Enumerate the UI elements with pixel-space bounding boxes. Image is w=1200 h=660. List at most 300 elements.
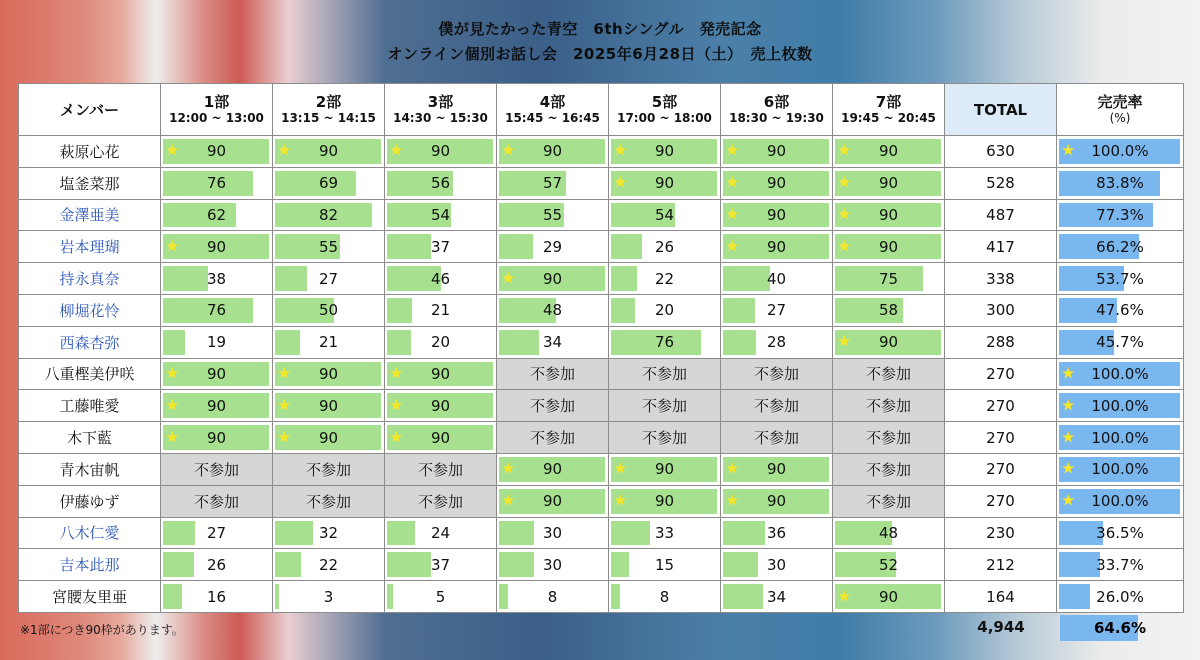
session-value: 90 <box>318 364 339 383</box>
sold-out-star-icon: ★ <box>725 140 740 160</box>
grand-rate-value: 64.6% <box>1093 619 1147 637</box>
session-value: 90 <box>766 205 787 224</box>
not-participating-cell: 不参加 <box>833 485 945 517</box>
grand-total: 4,944 <box>977 618 1025 636</box>
rate-value: 100.0% <box>1091 396 1149 415</box>
part-time: 12:00 ~ 13:00 <box>169 111 264 126</box>
session-cell <box>273 294 385 326</box>
sold-out-star-icon: ★ <box>501 140 516 160</box>
sold-out-star-icon: ★ <box>725 204 740 224</box>
session-value: 37 <box>430 237 451 256</box>
part-label: 2部 <box>315 93 342 112</box>
session-cell <box>161 326 273 358</box>
session-value: 29 <box>542 237 563 256</box>
table-row <box>19 199 1184 231</box>
sold-out-star-icon: ★ <box>501 458 516 478</box>
sold-out-star-icon: ★ <box>277 363 292 383</box>
table-row <box>19 485 1184 517</box>
rate-unit: (%) <box>1109 111 1131 126</box>
part-header-5 <box>609 84 721 136</box>
member-name: 塩釜菜那 <box>19 167 161 199</box>
rate-cell <box>1057 581 1184 613</box>
session-cell <box>161 167 273 199</box>
row-total: 230 <box>945 517 1057 549</box>
sold-out-star-icon: ★ <box>1061 363 1076 383</box>
rate-value: 45.7% <box>1096 333 1144 352</box>
sold-out-star-icon: ★ <box>165 363 180 383</box>
session-cell <box>273 549 385 581</box>
rate-cell <box>1057 358 1184 390</box>
rate-cell <box>1057 485 1184 517</box>
session-value: 90 <box>430 428 451 447</box>
not-participating-cell: 不参加 <box>833 453 945 485</box>
row-total: 270 <box>945 390 1057 422</box>
part-time: 19:45 ~ 20:45 <box>841 111 936 126</box>
session-cell <box>833 199 945 231</box>
session-value: 90 <box>654 492 675 511</box>
session-cell <box>609 485 721 517</box>
rate-cell <box>1057 167 1184 199</box>
member-name: 青木宙帆 <box>19 453 161 485</box>
session-value: 22 <box>654 269 675 288</box>
session-cell <box>385 199 497 231</box>
sold-out-star-icon: ★ <box>1061 426 1076 446</box>
sold-out-star-icon: ★ <box>1061 395 1076 415</box>
session-cell <box>609 136 721 168</box>
session-cell <box>161 231 273 263</box>
member-name: 八木仁愛 <box>19 517 161 549</box>
session-value: 90 <box>206 142 227 161</box>
sold-out-star-icon: ★ <box>389 363 404 383</box>
row-total: 300 <box>945 294 1057 326</box>
session-cell <box>721 167 833 199</box>
session-cell <box>497 199 609 231</box>
row-total: 338 <box>945 263 1057 295</box>
session-value: 16 <box>206 587 227 606</box>
session-cell <box>273 231 385 263</box>
sold-out-star-icon: ★ <box>277 426 292 446</box>
rate-cell <box>1057 549 1184 581</box>
rate-value: 53.7% <box>1096 269 1144 288</box>
member-name: 柳堀花怜 <box>19 294 161 326</box>
session-value: 90 <box>766 174 787 193</box>
sold-out-star-icon: ★ <box>725 236 740 256</box>
session-value: 90 <box>878 174 899 193</box>
session-value: 90 <box>318 142 339 161</box>
part-time: 13:15 ~ 14:15 <box>281 111 376 126</box>
sold-out-star-icon: ★ <box>165 140 180 160</box>
session-cell <box>721 231 833 263</box>
session-value: 90 <box>542 460 563 479</box>
session-value: 76 <box>206 301 227 320</box>
sold-out-star-icon: ★ <box>837 172 852 192</box>
table-row <box>19 422 1184 454</box>
row-total: 270 <box>945 453 1057 485</box>
session-cell <box>385 422 497 454</box>
session-cell <box>609 199 721 231</box>
sold-out-star-icon: ★ <box>165 236 180 256</box>
header-row <box>19 84 1184 136</box>
session-value: 56 <box>430 174 451 193</box>
rate-value: 83.8% <box>1096 174 1144 193</box>
not-participating-cell: 不参加 <box>721 422 833 454</box>
session-cell <box>497 326 609 358</box>
session-value: 90 <box>654 142 675 161</box>
member-name: 八重樫美伊咲 <box>19 358 161 390</box>
session-value: 30 <box>542 523 563 542</box>
table-row <box>19 263 1184 295</box>
session-cell <box>609 167 721 199</box>
sold-out-star-icon: ★ <box>725 490 740 510</box>
part-header-1 <box>161 84 273 136</box>
rate-cell <box>1057 517 1184 549</box>
session-value: 90 <box>878 237 899 256</box>
session-cell <box>721 485 833 517</box>
part-header-6 <box>721 84 833 136</box>
total-header: TOTAL <box>945 84 1057 136</box>
session-cell <box>273 199 385 231</box>
not-participating-cell: 不参加 <box>833 358 945 390</box>
not-participating-cell: 不参加 <box>385 453 497 485</box>
rate-value: 100.0% <box>1091 428 1149 447</box>
session-cell <box>833 549 945 581</box>
session-cell <box>273 167 385 199</box>
session-value: 20 <box>430 333 451 352</box>
part-header-4 <box>497 84 609 136</box>
session-cell <box>161 358 273 390</box>
part-label: 7部 <box>875 93 902 112</box>
session-cell <box>833 167 945 199</box>
session-cell <box>609 549 721 581</box>
session-value: 26 <box>654 237 675 256</box>
session-cell <box>161 263 273 295</box>
chart-title-line1: 僕が見たかった青空 6thシングル 発売記念 <box>438 20 762 38</box>
rate-cell <box>1057 453 1184 485</box>
sold-out-star-icon: ★ <box>837 331 852 351</box>
session-cell <box>497 581 609 613</box>
not-participating-cell: 不参加 <box>497 358 609 390</box>
session-value: 8 <box>547 587 558 606</box>
session-value: 90 <box>878 142 899 161</box>
member-name: 宮腰友里亜 <box>19 581 161 613</box>
session-cell <box>721 517 833 549</box>
not-participating-cell: 不参加 <box>833 390 945 422</box>
sold-out-star-icon: ★ <box>725 458 740 478</box>
session-value: 90 <box>542 142 563 161</box>
rate-cell <box>1057 326 1184 358</box>
rate-value: 33.7% <box>1096 555 1144 574</box>
sales-table <box>18 83 1184 613</box>
row-total: 270 <box>945 422 1057 454</box>
session-cell <box>609 517 721 549</box>
session-cell <box>721 294 833 326</box>
session-value: 30 <box>766 555 787 574</box>
row-total: 164 <box>945 581 1057 613</box>
not-participating-cell: 不参加 <box>273 453 385 485</box>
session-cell <box>385 358 497 390</box>
session-cell <box>721 581 833 613</box>
session-value: 90 <box>542 269 563 288</box>
session-value: 90 <box>430 142 451 161</box>
sold-out-star-icon: ★ <box>501 490 516 510</box>
session-cell <box>497 136 609 168</box>
table-row <box>19 549 1184 581</box>
session-value: 55 <box>542 205 563 224</box>
sold-out-star-icon: ★ <box>389 395 404 415</box>
session-cell <box>721 453 833 485</box>
sold-out-star-icon: ★ <box>277 140 292 160</box>
session-value: 90 <box>878 587 899 606</box>
part-label: 6部 <box>763 93 790 112</box>
table-row <box>19 294 1184 326</box>
row-total: 270 <box>945 358 1057 390</box>
rate-value: 26.0% <box>1096 587 1144 606</box>
session-cell <box>385 390 497 422</box>
session-value: 27 <box>318 269 339 288</box>
row-total: 270 <box>945 485 1057 517</box>
session-value: 54 <box>654 205 675 224</box>
row-total: 417 <box>945 231 1057 263</box>
session-value: 62 <box>206 205 227 224</box>
sold-out-star-icon: ★ <box>165 395 180 415</box>
session-value: 90 <box>542 492 563 511</box>
session-cell <box>385 549 497 581</box>
session-cell <box>609 263 721 295</box>
session-cell <box>161 581 273 613</box>
session-value: 32 <box>318 523 339 542</box>
part-header-2 <box>273 84 385 136</box>
part-time: 17:00 ~ 18:00 <box>617 111 712 126</box>
session-value: 54 <box>430 205 451 224</box>
session-value: 30 <box>542 555 563 574</box>
session-value: 57 <box>542 174 563 193</box>
session-value: 21 <box>318 333 339 352</box>
session-cell <box>497 263 609 295</box>
session-value: 90 <box>318 396 339 415</box>
member-name: 木下藍 <box>19 422 161 454</box>
session-value: 75 <box>878 269 899 288</box>
session-cell <box>385 294 497 326</box>
session-cell <box>833 136 945 168</box>
session-cell <box>273 263 385 295</box>
session-value: 76 <box>654 333 675 352</box>
session-value: 24 <box>430 523 451 542</box>
session-cell <box>161 136 273 168</box>
session-cell <box>721 549 833 581</box>
rate-cell <box>1057 199 1184 231</box>
session-value: 69 <box>318 174 339 193</box>
not-participating-cell: 不参加 <box>609 358 721 390</box>
sold-out-star-icon: ★ <box>837 585 852 605</box>
not-participating-cell: 不参加 <box>609 390 721 422</box>
rate-label: 完売率 <box>1097 93 1143 112</box>
session-value: 90 <box>206 364 227 383</box>
session-value: 90 <box>878 333 899 352</box>
table-row <box>19 167 1184 199</box>
session-cell <box>721 263 833 295</box>
part-time: 15:45 ~ 16:45 <box>505 111 600 126</box>
sold-out-star-icon: ★ <box>1061 140 1076 160</box>
session-value: 33 <box>654 523 675 542</box>
sold-out-star-icon: ★ <box>613 172 628 192</box>
session-value: 27 <box>766 301 787 320</box>
session-value: 28 <box>766 333 787 352</box>
rate-cell <box>1057 422 1184 454</box>
session-value: 48 <box>878 523 899 542</box>
sold-out-star-icon: ★ <box>613 490 628 510</box>
sold-out-star-icon: ★ <box>613 140 628 160</box>
not-participating-cell: 不参加 <box>721 358 833 390</box>
rate-header <box>1057 84 1184 136</box>
part-header-7 <box>833 84 945 136</box>
rate-value: 100.0% <box>1091 142 1149 161</box>
session-value: 90 <box>654 460 675 479</box>
session-value: 48 <box>542 301 563 320</box>
member-name: 持永真奈 <box>19 263 161 295</box>
session-value: 90 <box>766 492 787 511</box>
session-value: 26 <box>206 555 227 574</box>
table-row <box>19 358 1184 390</box>
sold-out-star-icon: ★ <box>165 426 180 446</box>
session-value: 90 <box>430 364 451 383</box>
rate-value: 100.0% <box>1091 364 1149 383</box>
session-value: 90 <box>430 396 451 415</box>
session-value: 58 <box>878 301 899 320</box>
row-total: 288 <box>945 326 1057 358</box>
not-participating-cell: 不参加 <box>161 485 273 517</box>
session-cell <box>609 453 721 485</box>
table-row <box>19 517 1184 549</box>
session-value: 15 <box>654 555 675 574</box>
session-cell <box>385 326 497 358</box>
session-value: 76 <box>206 174 227 193</box>
table-body <box>19 136 1184 613</box>
session-cell <box>721 199 833 231</box>
part-time: 14:30 ~ 15:30 <box>393 111 488 126</box>
session-cell <box>273 517 385 549</box>
sold-out-star-icon: ★ <box>837 140 852 160</box>
sold-out-star-icon: ★ <box>1061 490 1076 510</box>
table-row <box>19 390 1184 422</box>
part-header-3 <box>385 84 497 136</box>
session-cell <box>273 326 385 358</box>
session-value: 34 <box>766 587 787 606</box>
session-value: 36 <box>766 523 787 542</box>
chart-title-line2: オンライン個別お話し会 2025年6月28日（土） 売上枚数 <box>387 45 813 63</box>
session-value: 90 <box>766 142 787 161</box>
rate-value: 100.0% <box>1091 460 1149 479</box>
rate-cell <box>1057 136 1184 168</box>
session-value: 38 <box>206 269 227 288</box>
session-cell <box>497 453 609 485</box>
session-cell <box>273 422 385 454</box>
not-participating-cell: 不参加 <box>161 453 273 485</box>
session-cell <box>385 263 497 295</box>
session-cell <box>161 390 273 422</box>
not-participating-cell: 不参加 <box>273 485 385 517</box>
not-participating-cell: 不参加 <box>609 422 721 454</box>
part-label: 4部 <box>539 93 566 112</box>
session-cell <box>385 231 497 263</box>
table-row <box>19 231 1184 263</box>
session-cell <box>497 549 609 581</box>
not-participating-cell: 不参加 <box>497 422 609 454</box>
rate-value: 36.5% <box>1096 523 1144 542</box>
table-row <box>19 453 1184 485</box>
rate-value: 100.0% <box>1091 492 1149 511</box>
session-cell <box>385 167 497 199</box>
session-value: 52 <box>878 555 899 574</box>
part-label: 5部 <box>651 93 678 112</box>
session-cell <box>273 390 385 422</box>
session-value: 40 <box>766 269 787 288</box>
session-cell <box>161 294 273 326</box>
rate-cell <box>1057 231 1184 263</box>
table-row <box>19 326 1184 358</box>
row-total: 487 <box>945 199 1057 231</box>
session-value: 34 <box>542 333 563 352</box>
session-value: 19 <box>206 333 227 352</box>
rate-cell <box>1057 263 1184 295</box>
session-cell <box>609 326 721 358</box>
session-cell <box>609 294 721 326</box>
not-participating-cell: 不参加 <box>497 390 609 422</box>
session-cell <box>609 231 721 263</box>
session-value: 37 <box>430 555 451 574</box>
sold-out-star-icon: ★ <box>1061 458 1076 478</box>
session-cell <box>273 358 385 390</box>
sold-out-star-icon: ★ <box>501 267 516 287</box>
session-cell <box>721 326 833 358</box>
sold-out-star-icon: ★ <box>725 172 740 192</box>
session-value: 3 <box>323 587 334 606</box>
footnote: ※1部につき90枠があります。 <box>20 623 184 637</box>
sold-out-star-icon: ★ <box>277 395 292 415</box>
sold-out-star-icon: ★ <box>613 458 628 478</box>
member-name: 伊藤ゆず <box>19 485 161 517</box>
session-cell <box>721 136 833 168</box>
session-value: 82 <box>318 205 339 224</box>
rate-value: 66.2% <box>1096 237 1144 256</box>
member-name: 岩本理瑚 <box>19 231 161 263</box>
session-value: 90 <box>318 428 339 447</box>
member-name: 工藤唯愛 <box>19 390 161 422</box>
session-value: 90 <box>766 237 787 256</box>
row-total: 528 <box>945 167 1057 199</box>
part-label: 1部 <box>203 93 230 112</box>
session-cell <box>161 549 273 581</box>
session-cell <box>497 294 609 326</box>
member-name: 金澤亜美 <box>19 199 161 231</box>
not-participating-cell: 不参加 <box>385 485 497 517</box>
rate-cell <box>1057 390 1184 422</box>
session-cell <box>833 326 945 358</box>
member-header: メンバー <box>19 84 161 136</box>
session-cell <box>833 263 945 295</box>
session-value: 5 <box>435 587 446 606</box>
sold-out-star-icon: ★ <box>837 236 852 256</box>
not-participating-cell: 不参加 <box>833 422 945 454</box>
row-total: 630 <box>945 136 1057 168</box>
session-cell <box>497 167 609 199</box>
session-value: 22 <box>318 555 339 574</box>
session-value: 90 <box>206 428 227 447</box>
session-cell <box>385 517 497 549</box>
part-time: 18:30 ~ 19:30 <box>729 111 824 126</box>
session-value: 55 <box>318 237 339 256</box>
member-name: 吉本此那 <box>19 549 161 581</box>
session-cell <box>833 517 945 549</box>
